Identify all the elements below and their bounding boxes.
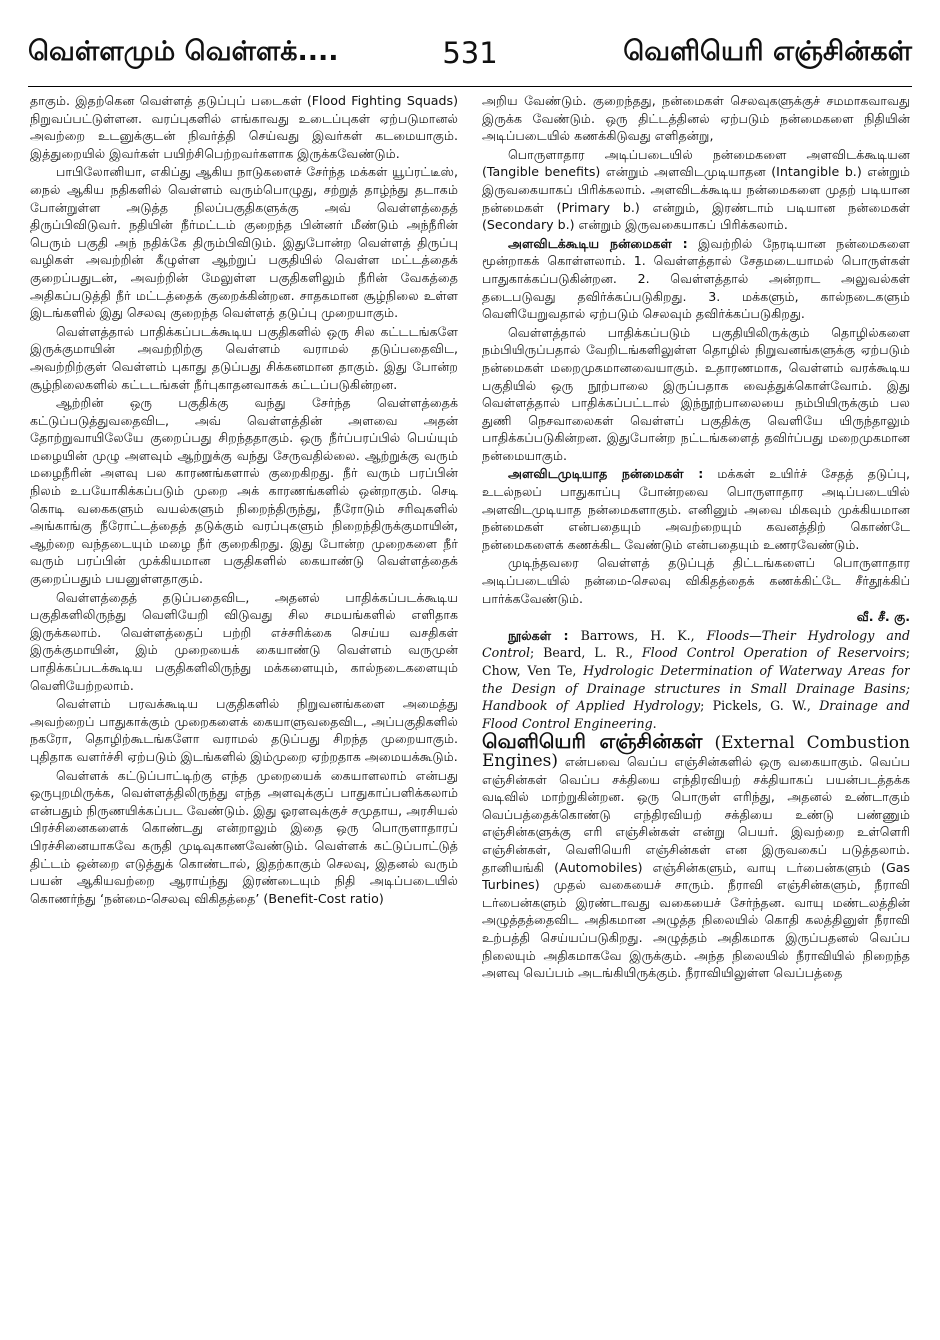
right-paragraph-6: முடிந்தவரை வெள்ளத் தடுப்புத் திட்டங்களைப் பொருளாதார அடிப்படையில் நன்மை-செலவு விகிதத்தைக் கணக்கிட்டே சீர்தூக்கிப் பார்க்கவேண்டும். bbox=[482, 555, 910, 606]
ref-title-3: Hydrologic Determination of Waterway Areas for the Design of Drainage structures in Small Drainage Basins; Handbook of Applied Hydrology bbox=[482, 663, 910, 714]
left-paragraph-1: தாகும். இதற்கென வெள்ளத் தடுப்புப் படைகள் (Flood Fighting Squads) நிறுவப்பட்டுள்ளன. வரப்புகளில் எங்காவது உடைப்புகள் ஏற்படுமானல் அவற்றை உடனுக்குடன் நிவர்த்தி செய்வது இவர்கள் கடமையாகும். இத்துறையில் இவர்கள் பயிற்சிபெற்றவர்களாக இருக்கவேண்டும். bbox=[30, 93, 458, 161]
right-column bbox=[482, 92, 910, 1324]
right-paragraph-2: பொருளாதார அடிப்படையில் நன்மைகளை அளவிடக்கூடியன (Tangible benefits) என்றும் அளவிடமுடியாதன (Intangible b.) என்றும் இருவகையாகப் பிரிக்கலாம். அளவிடக்கூடிய நன்மைகளை முதற் படியான நன்மைகள் (Primary b.) என்றும், இரண்டாம் படியான நன்மைகள் (Secondary b.) என்றும் இருவகையாகப் பிரிக்கலாம். bbox=[482, 146, 910, 233]
left-paragraph-4: ஆற்றின் ஒரு பகுதிக்கு வந்து சேர்ந்த வெள்ளத்தைக் கட்டுப்படுத்துவதைவிட, அவ் வெள்ளத்தின் அளவை அதன் தோற்றுவாயிலேயே குறைப்பது சிறந்ததாகும். ஒரு நீர்ப்பரப்பில் பெய்யும் மழையின் முழு அளவும் ஆற்றுக்கு வந்து சேருவதில்லை. ஆற்றுக்கு வரும் மழைநீரின் அளவு பல காரணங்களால் குறைகிறது. நீர் வரும் பரப்பின் நிலம் உபயோகிக்கப்படும் முறை அக் காரணங்களில் ஒன்றாகும். செடி கொடி வகைகளும் வயல்களும் நிறைந்திருந்து, நீரோடும் சரிவுகளில் அங்காங்கு நீரோட்டத்தைத் தடுக்கும் வரப்புகளும் நிறைந்திருக்குமாயின், ஆற்றை வந்தடையும் மழை நீர் குறைகிறது. இது போன்ற முறைகளை நீர் வரும் பரப்பின் முக்கியமான பகுதிகளில் கையாண்டு வெள்ளத்தைக் குறைப்பதும் பயனுள்ளதாகும். bbox=[30, 395, 458, 587]
running-header bbox=[28, 24, 912, 82]
intangible-benefits-heading: அளவிடமுடியாத நன்மைகள் : bbox=[508, 466, 704, 482]
entry-text: என்பவை வெப்ப எஞ்சின்களில் ஒரு வகையாகும். வெப்ப எஞ்சின்கள் வெப்ப சக்தியை எந்திரவியற் சக்தியாகப் பயன்படத்தக்க வடிவில் மாற்றுகின்றன. ஒரு பொருள் எரிந்து, அதனல் உண்டாகும் வெப்பத்தைக்கொண்டு எந்திரவியற் சக்தியை உண்டு பண்ணும் எஞ்சின்களுக்கு எரி எஞ்சின்கள் என்று பெயர். இவற்றை உள்ளெரி எஞ்சின்கள், வெளியெரி எஞ்சின்கள் என இருவகைப் படுத்தலாம். தானியங்கி (Automobiles) எஞ்சின்களும், வாயு டர்பைன்களும் (Gas Turbines) முதல் வகையைச் சாரும். நீராவி எஞ்சின்களும், நீராவி டர்பைன்களும் இரண்டாவது வகையைச் சேர்ந்தன. வாயு மண்டலத்தின் அழுத்தத்தைவிட அதிகமான அழுத்த நிலையில் கொதி கலத்தினுள் நீராவி உற்பத்தி செய்யப்படுகிறது. அழுத்தம் அதிகமாக இருப்பதனல் வெப்ப நிலையும் அதிகமாகவே இருக்கும். அந்த நிலையில் நீராவியில் நிறைந்த அளவு வெப்பம் அடங்கியிருக்கும். நீராவியிலுள்ள வெப்பத்தை bbox=[482, 753, 910, 981]
ref-title-4: Drainage and Flood Control Engineering bbox=[482, 698, 910, 731]
right-paragraph-5 bbox=[482, 465, 910, 553]
ref-title-1: Floods—Their Hydrology and Control bbox=[482, 627, 910, 661]
entry-title-english: (External Combustion Engines) bbox=[482, 733, 910, 771]
left-column bbox=[30, 92, 458, 1324]
tangible-benefits-heading: அளவிடக்கூடிய நன்மைகள் : bbox=[508, 235, 688, 251]
ref-text-5: . bbox=[652, 715, 657, 731]
author-initials: வீ. சீ. கு. bbox=[856, 609, 910, 625]
header-right-title: வெளியெரி எஞ்சின்கள் bbox=[623, 35, 912, 67]
entry-title-tamil: வெளியெரி எஞ்சின்கள் bbox=[482, 729, 703, 754]
left-paragraph-7: வெள்ளக் கட்டுப்பாட்டிற்கு எந்த முறையைக் கையாளலாம் என்பது ஒருபுறமிருக்க, வெள்ளத்திலிருந்து எந்த அளவுக்குப் பாதுகாப்பளிக்கலாம் என்பதும் நிருணயிக்கப்பட வேண்டும். இது ஓரளவுக்குச் சமுதாய, அரசியல் பிரச்சினைகளைக் கொண்டது என்றாலும் இதை ஒரு பொருளாதாரப் பிரச்சினையாகவே கருதி முடிவுகாணவேண்டும். வெள்ளக் கட்டுப்பாட்டுத் திட்டம் ஒன்றை எடுத்துக் கொண்டால், இதற்காகும் செலவு, இதனல் வரும் பயன் ஆகியவற்றை ஆராய்ந்து இரண்டையும் நிதி அடிப்படையில் கொணர்ந்து ‘நன்மை-செலவு விகிதத்தை’ (Benefit-Cost ratio) bbox=[30, 767, 458, 906]
ref-text-3: ; Chow, Ven Te, bbox=[482, 645, 910, 678]
references bbox=[482, 627, 910, 733]
left-paragraph-3: வெள்ளத்தால் பாதிக்கப்படக்கூடிய பகுதிகளில் ஒரு சில கட்டடங்களே இருக்குமாயின் அவற்றிற்கு வெள்ளம் வராமல் தடுப்பதைவிட, அவற்றிற்குள் வெள்ளம் புகாது தடுப்பது சிக்கனமான தாகும். இது போன்ற சூழ்நிலைகளில் கட்டடங்கள் நீர்புகாதனவாகக் கட்டப்படுகின்றன. bbox=[30, 323, 458, 392]
header-left-title: வெள்ளமும் வெள்ளக்.... bbox=[28, 35, 339, 67]
tangible-benefits-text: இவற்றில் நேரடியான நன்மைகளை மூன்றாகக் கொள்ளலாம். 1. வெள்ளத்தால் சேதமடையாமல் பொருள்கள் பாதுகாக்கப்படுகின்றன. 2. வெள்ளத்தால் அன்றாட அலுவல்கள் தடைபடுவது தவிர்க்கப்படுகிறது. 3. மக்களும், கால்நடைகளும் வெளியேறுவதால் ஏற்படும் செலவும் தவிர்க்கப்படுகிறது. bbox=[482, 235, 910, 322]
ref-title-2: Flood Control Operation of Reservoirs bbox=[641, 645, 906, 661]
right-paragraph-4: வெள்ளத்தால் பாதிக்கப்படும் பகுதியிலிருக்கும் தொழில்களை நம்பியிருப்பதால் வேறிடங்களிலுள்ள தொழில் நிறுவனங்களுக்கு ஏற்படும் நன்மைகள் மறைமுகமானவையாகும். உதாரணமாக, வெள்ளம் வரக்கூடிய பகுதியில் ஒரு நூற்பாலை இருப்பதாக வைத்துக்கொள்வோம். இது வெள்ளத்தால் பாதிக்கப்பட்டால் இந்நூற்பாலையை நம்பியிருக்கும் பல துணி நெசவாலைகள் வெள்ளப் பகுதிக்கு வெளியே யிருந்தாலும் பாதிக்கப்படுகின்றன. இதுபோன்ற நட்டங்களைத் தவிர்ப்பது மறைமுகமான நன்மையாகும். bbox=[482, 324, 910, 463]
two-column-body bbox=[30, 92, 910, 1324]
intangible-benefits-text: மக்கள் உயிர்ச் சேதத் தடுப்பு, உடல்நலப் பாதுகாப்பு போன்றவை பொருளாதார அடிப்படையில் அளவிடமுடியாத நன்மைகளாகும். எனினும் அவை மிகவும் முக்கியமான நன்மைகள் என்பதையும் அவற்றையும் கவனத்திற் கொண்டே நன்மைகளைக் கணக்கிட வேண்டும் என்பதையும் உணரவேண்டும். bbox=[482, 466, 910, 552]
ref-text-1: Barrows, H. K., bbox=[568, 627, 707, 643]
references-label: நூல்கள் : bbox=[508, 627, 569, 643]
left-paragraph-6: வெள்ளம் பரவக்கூடிய பகுதிகளில் நிறுவனங்களை அமைத்து அவற்றைப் பாதுகாக்கும் முறைகளைக் கையாளுவதைவிட, அப்பகுதிகளில் நகரோ, தொழிற்கூடங்களோ வராமல் தடுப்பது சிறந்த முறையாகும். புதிதாக வளர்ச்சி ஏற்படும் இடங்களில் இம்முறை ஏற்றதாக அமையக்கூடும். bbox=[30, 696, 458, 764]
ref-text-4: ; Pickels, G. W., bbox=[700, 698, 820, 714]
ref-text-2: ; Beard, L. R., bbox=[530, 645, 642, 661]
right-paragraph-3 bbox=[482, 235, 910, 323]
left-paragraph-2: பாபிலோனியா, எகிப்து ஆகிய நாடுகளைச் சேர்ந்த மக்கள் யூப்ரட்டீஸ், நைல் ஆகிய நதிகளில் வெள்ளம் வரும்பொழுது, சற்றுத் தாழ்ந்து தடாகம் போன்றுள்ள அடுத்த நிலப்பகுதிகளுக்கு அவ் வெள்ளத்தைத் திருப்பிவிடுவர். நதியின் நீர்மட்டம் குறைந்த பின்னர் மீண்டும் அந்நீரின் பெரும் பகுதி அந் நதிக்கே திரும்பிவிடும். இதுபோன்ற வெள்ளத் திருப்பு வழிகள் அவற்றின் கீழுள்ள ஆற்றுப் பகுதியில் வெள்ள மட்டத்தைக் குறைப்பதுடன், அவற்றின் மேலுள்ள பகுதிகளிலும் நீரின் வேகத்தை அதிகப்படுத்தி நீர் மட்டத்தைக் குறைக்கின்றன. சாதகமான சூழ்நிலை உள்ள இடங்களில் இது செலவு குறைந்த வெள்ளத் தடுப்பு முறையாகும். bbox=[30, 164, 458, 321]
header-rule bbox=[28, 86, 912, 87]
page-number: 531 bbox=[442, 36, 498, 70]
new-entry bbox=[482, 729, 910, 981]
right-paragraph-1: அறிய வேண்டும். குறைந்தது, நன்மைகள் செலவுகளுக்குச் சமமாகவாவது இருக்க வேண்டும். ஒரு திட்டத்தினல் ஏற்படும் நன்மைகளை நிதியின் அடிப்படையில் கணக்கிடுவது எளிதன்று, bbox=[482, 93, 910, 144]
left-paragraph-5: வெள்ளத்தைத் தடுப்பதைவிட, அதனல் பாதிக்கப்படக்கூடிய பகுதிகளிலிருந்து வெளியேறி விடுவது சில சமயங்களில் எளிதாக இருக்கலாம். வெள்ளத்தைப் பற்றி எச்சரிக்கை செய்ய வசதிகள் இருக்குமாயின், இம் முறையைக் கையாண்டு வெள்ளம் வருமுன் பாதிக்கப்படக்கூடிய பகுதிகளிலிருந்து மக்களையும், கால்நடைகளையும் வெளியேற்றலாம். bbox=[30, 589, 458, 693]
